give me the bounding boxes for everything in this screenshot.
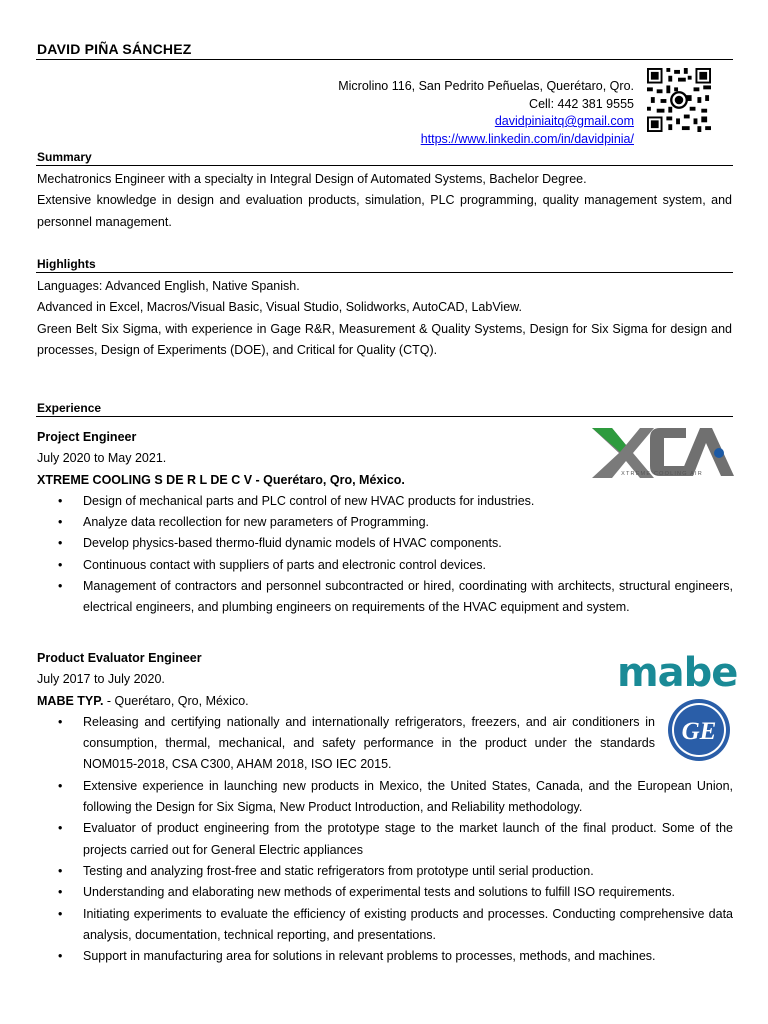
list-item: • Extensive experience in launching new products in Mexico, the United States, Canada, and the European Union, following the Design for Six Sigma, New Product Introduction, and Reliability methodology. [37,776,733,819]
phone: Cell: 442 381 9555 [529,96,634,111]
highlights-text [37,276,732,361]
qr-code-icon [646,68,712,132]
experience-heading: Experience [37,401,102,415]
job-project-engineer [37,427,733,619]
ge-logo-text: GE [681,718,717,745]
divider [36,272,733,273]
job-title: Project Engineer [37,430,137,444]
list-item: • Design of mechanical parts and PLC control of new HVAC products for industries. [37,491,733,512]
list-item: • Develop physics-based thermo-fluid dynamic models of HVAC components. [37,533,733,554]
company-location: - Querétaro, Qro, México. [103,693,249,708]
job-title: Product Evaluator Engineer [37,651,202,665]
summary-line: Extensive knowledge in design and evaluation products, simulation, PLC programming, quality management system, and personnel management. [37,193,732,229]
summary-line: Mechatronics Engineer with a specialty in Integral Design of Automated Systems, Bachelor Degree. [37,172,587,186]
list-item: • Analyze data recollection for new parameters of Programming. [37,512,733,533]
job-product-evaluator [37,648,733,967]
highlights-heading: Highlights [37,257,96,271]
highlight-line: Advanced in Excel, Macros/Visual Basic, Visual Studio, Solidworks, AutoCAD, LabView. [37,300,522,315]
divider [36,59,733,60]
company-name: MABE TYP. [37,693,104,708]
list-item: • Support in manufacturing area for solutions in relevant problems to processes, methods, and machines. [37,946,733,967]
job-dates: July 2017 to July 2020. [37,672,165,687]
list-item: • Evaluator of product engineering from the prototype stage to the market launch of the final product. Some of the projects carried out for General Electric appliances [37,818,733,861]
divider [36,416,733,417]
list-item: • Understanding and elaborating new methods of experimental tests and solutions to fulfill ISO requirements. [37,882,733,903]
contact-block [338,78,634,148]
job-company [37,691,733,712]
divider [36,165,733,166]
job-dates: July 2020 to May 2021. [37,451,167,466]
mabe-logo: mabe [617,650,738,696]
highlight-line: Green Belt Six Sigma, with experience in Gage R&R, Measurement & Quality Systems, Design for Six Sigma for design and processes, Design of Experiments (DOE), and Critical for Quality (CTQ). [37,321,732,357]
list-item: • Releasing and certifying nationally and internationally refrigerators, freezers, and air conditioners in consumption, thermal, mechanical, and safety performance in the product under the standards NOM015-2018, CSA C300, AHAM 2018, ISO IEC 2015. [37,712,733,776]
address: Microlino 116, San Pedrito Peñuelas, Querétaro, Qro. [338,79,634,93]
email-link[interactable]: davidpiniaitq@gmail.com [494,114,634,128]
xca-logo-subtext: XTREME COOLING AIR [621,471,703,477]
job-company: XTREME COOLING S DE R L DE C V - Querétaro, Qro, México. [37,472,405,487]
list-item: • Management of contractors and personnel subcontracted or hired, coordinating with architects, structural engineers, electrical engineers, and plumbing engineers on requirements of the HVAC equipment and system. [37,576,733,619]
summary-heading: Summary [37,150,92,164]
summary-text [37,169,732,233]
job-bullets [37,712,733,968]
list-item: • Continuous contact with suppliers of parts and electronic control devices. [37,555,733,576]
candidate-name: DAVID PIÑA SÁNCHEZ [37,41,192,57]
list-item: • Testing and analyzing frost-free and static refrigerators from prototype until serial production. [37,861,733,882]
linkedin-link[interactable]: https://www.linkedin.com/in/davidpinia/ [420,131,634,146]
job-bullets [37,491,733,619]
highlight-line: Languages: Advanced English, Native Spanish. [37,279,300,293]
list-item: • Initiating experiments to evaluate the efficiency of existing products and processes. Conducting comprehensive data analysis, documentation, technical reporting, and presentations. [37,904,733,947]
